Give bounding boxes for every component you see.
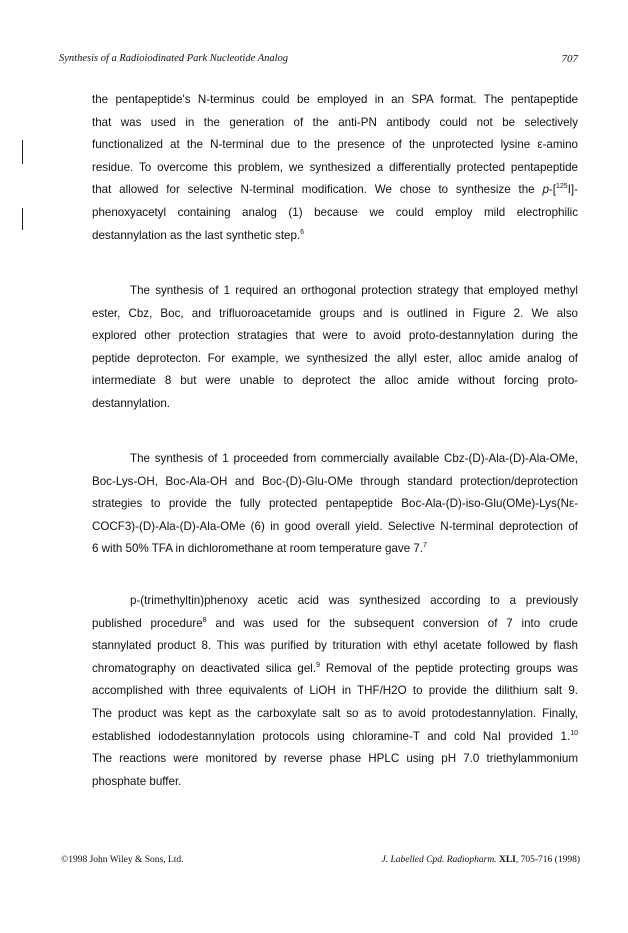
text-line: Boc-Lys-OH, Boc-Ala-OH and Boc-(D)-Glu-OMe through standard protection/deprotection <box>92 474 578 488</box>
text-line: the pentapeptide's N-terminus could be employed in an SPA format. The pentapeptide <box>92 93 578 106</box>
text-line: strategies to provide the fully protected pentapeptide Boc-Ala-(D)-iso-Glu(OMe)-Lys(Nε- <box>92 497 578 511</box>
text-line: peptide deprotecton. For example, we synthesized the allyl ester, alloc amide analog of <box>92 351 578 365</box>
text-line: that was used in the generation of the anti-PN antibody could not be selectively <box>92 115 578 129</box>
copyright-notice: ©1998 John Wiley & Sons, Ltd. <box>61 855 184 865</box>
text-line: chromatography on deactivated silica gel.$^9$ Removal of the peptide protecting groups was <box>92 661 578 675</box>
text-line: residue. To overcome this problem, we synthesized a differentially protected pentapeptide <box>92 160 578 174</box>
text-line: that allowed for selective N-terminal modification. We chose to synthesize the p-[$^{125}$I]- <box>92 183 578 197</box>
text-line: phosphate buffer. <box>92 774 182 788</box>
paragraph-3 <box>92 448 578 561</box>
text-line: The synthesis of 1 proceeded from commercially available Cbz-(D)-Ala-(D)-Ala-OMe, <box>130 452 578 465</box>
text-line: p-(trimethyltin)phenoxy acetic acid was synthesized according to a previously <box>130 594 578 607</box>
text-line: The synthesis of 1 required an orthogonal protection strategy that employed methyl <box>130 284 578 297</box>
text-line: The product was kept as the carboxylate salt so as to avoid protodestannylation. Finally, <box>92 706 578 720</box>
text-line: intermediate 8 but were unable to deprotect the alloc amide without forcing proto- <box>92 374 578 388</box>
text-line: accomplished with three equivalents of LiOH in THF/H2O to provide the dilithium salt 9. <box>92 684 578 698</box>
text-line: destannylation. <box>92 396 170 410</box>
text-line: COCF3)-(D)-Ala-(D)-Ala-OMe (6) in good overall yield. Selective N-terminal deprotection of <box>92 519 578 533</box>
text-line: established iododestannylation protocols using chloramine-T and cold NaI provided 1.10 <box>92 729 578 743</box>
page-number: 707 <box>561 53 578 65</box>
text-line: 6 with 50% TFA in dichloromethane at room temperature gave 7.$^7$ <box>92 542 427 556</box>
text-line: functionalized at the N-terminal due to the presence of the unprotected lysine ε-amino <box>92 138 578 152</box>
journal-citation: J. Labelled Cpd. Radiopharm. XLI, 705-716 (1998) <box>381 855 580 865</box>
text-line: explored other protection stratagies that were to avoid proto-destannylation during the <box>92 329 578 343</box>
text-line: phenoxyacetyl containing analog (1) because we could employ mild electrophilic <box>92 205 578 219</box>
text-line: ester, Cbz, Boc, and trifluoroacetamide groups and is outlined in Figure 2. We also <box>92 306 578 320</box>
change-bar <box>22 140 23 164</box>
paragraph-1 <box>92 89 578 247</box>
text-line: destannylation as the last synthetic step.$^6$ <box>92 228 305 242</box>
paragraph-2 <box>92 280 578 416</box>
paragraph-4 <box>92 590 578 793</box>
running-title: Synthesis of a Radioiodinated Park Nucleotide Analog <box>59 53 289 64</box>
text-line: stannylated product 8. This was purified by trituration with ethyl acetate followed by flash <box>92 639 578 653</box>
text-line: published procedure$^8$ and was used for the subsequent conversion of 7 into crude <box>92 616 578 630</box>
text-line: The reactions were monitored by reverse phase HPLC using pH 7.0 triethylammonium <box>92 752 578 766</box>
change-bar <box>22 208 23 230</box>
